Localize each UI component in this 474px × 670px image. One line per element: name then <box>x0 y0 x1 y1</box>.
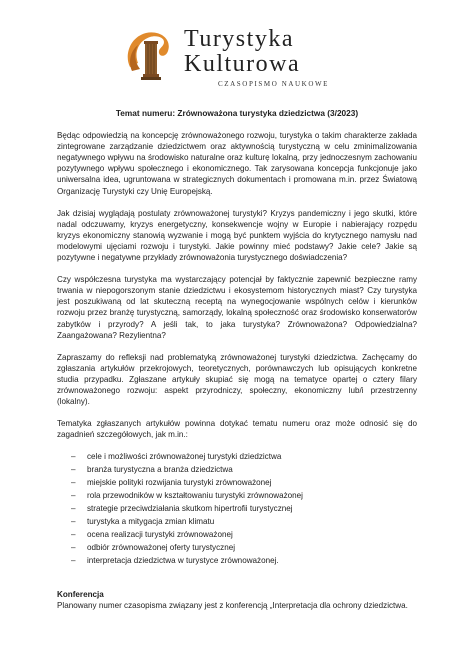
conference-paragraph: Planowany numer czasopisma związany jest z konferencją „Interpretacja dla ochrony dziedzictwa. <box>57 600 408 610</box>
bullet-dash: – <box>71 542 76 552</box>
issue-title: Temat numeru: Zrównoważona turystyka dziedzictwa (3/2023) <box>115 108 359 118</box>
questions-paragraph: Jak dzisiaj wyglądają postulaty zrównoważonej turystyki? Kryzys pandemiczny i jego skutki, które nadal odczuwamy, kryzys energetyczny, konsekwencje wojny w Europie i nabierający rozpędu kryzys ekonomiczny stanowią wyzwanie i mogą być punktem wyjścia do krytycznego namysłu nad modelowymi ujęciami rozwoju i turystyki. Jakie powinny mieć podstawy? Jakie cele? Jakie są pozytywne i negatywne przykłady zrównoważonia turystycznego doświadczenia? <box>57 208 417 263</box>
bullet-dash: – <box>71 503 76 513</box>
bullet-dash: – <box>71 465 76 475</box>
invitation-paragraph: Zapraszamy do refleksji nad problematyką zrównoważonej turystyki dziedzictwa. Zachęcamy do zgłaszania artykułów przekrojowych, teoretycznych, porównawczych lub opisujących konkretne studia przypadku. Zgłaszane artykuły skupiać się mogą na tematyce opartej o cztery filary zrównoważonego rozwoju: aspekt przyrodniczy, społeczny, ekonomiczny lub/i przestrzenny (lokalny). <box>57 352 417 407</box>
list-item <box>71 503 417 516</box>
list-item-text: rola przewodników w kształtowaniu turystyki zrównoważonej <box>87 491 303 501</box>
list-item-text: branża turystyczna a branża dziedzictwa <box>87 465 233 475</box>
bullet-dash: – <box>71 555 76 565</box>
document-body <box>57 108 417 622</box>
list-item <box>71 477 417 490</box>
list-item-text: odbiór zrównoważonej oferty turystycznej <box>87 542 236 552</box>
list-item <box>71 451 417 464</box>
list-item-text: ocena realizacji turystyki zrównoważonej <box>87 529 233 539</box>
list-item-text: miejskie polityki rozwijania turystyki zrównoważonej <box>87 478 272 488</box>
list-item-text: strategie przeciwdziałania skutkom hipertrofii turystycznej <box>87 503 293 513</box>
bullet-dash: – <box>71 478 76 488</box>
list-item <box>71 516 417 529</box>
journal-title <box>184 27 300 76</box>
list-item <box>71 555 417 568</box>
column-logo-icon <box>122 27 178 85</box>
bullet-dash: – <box>71 516 76 526</box>
journal-subtitle: CZASOPISMO NAUKOWE <box>218 80 330 88</box>
list-item <box>71 490 417 503</box>
bullet-dash: – <box>71 491 76 501</box>
topics-intro-paragraph: Tematyka zgłaszanych artykułów powinna dotykać tematu numeru oraz może odnosić się do zagadnień szczegółowych, jak m.in.: <box>57 419 417 440</box>
bullet-dash: – <box>71 452 76 462</box>
list-item-text: cele i możliwości zrównoważonej turystyki dziedzictwa <box>87 452 282 462</box>
list-item-text: turystyka a mitygacja zmian klimatu <box>87 516 215 526</box>
topics-list <box>57 451 417 567</box>
journal-title-line2: Kulturowa <box>184 51 301 77</box>
journal-masthead <box>122 27 362 89</box>
conference-heading: Konferencja <box>57 589 104 599</box>
list-item <box>71 529 417 542</box>
intro-paragraph: Będąc odpowiedzią na koncepcję zrównoważonego rozwoju, turystyka o takim charakterze zakłada zintegrowane zarządzanie dziedzictwem oraz aktywnością turystyczną w celu zminimalizowania negatywnego wpływu na środowisko naturalne oraz kulturę lokalną, przy jednoczesnym zachowaniu pozytywnego wpływu społecznego i ekonomicznego. Tak zarysowana koncepcja funkcjonuje jako uniwersalna idea, ugruntowana w strategicznych dokumentach i promowana m.in. przez Światową Organizację Turystyki czy Unię Europejską. <box>57 131 417 196</box>
journal-title-line1: Turystyka <box>184 26 294 52</box>
list-item-text: interpretacja dziedzictwa w turystyce zrównoważonej. <box>87 555 279 565</box>
bullet-dash: – <box>71 529 76 539</box>
potential-paragraph: Czy współczesna turystyka ma wystarczający potencjał by faktycznie zapewnić bezpieczne ramy trwania w niepogorszonym stanie dziedzictwu i ekosystemom historycznych miast? Czy turystyka jest poszukiwaną od lat skuteczną receptą na wynegocjowanie wspólnych celów i kierunków rozwoju przez branżę turystyczną, samorządy, lokalną społeczność oraz środowisko konserwatorów zabytków i przyrody? A jeśli tak, to jaka turystyka? Zrównoważona? Odpowiedzialna? Zaangażowana? Rezylientna? <box>57 275 417 340</box>
list-item <box>71 542 417 555</box>
list-item <box>71 464 417 477</box>
